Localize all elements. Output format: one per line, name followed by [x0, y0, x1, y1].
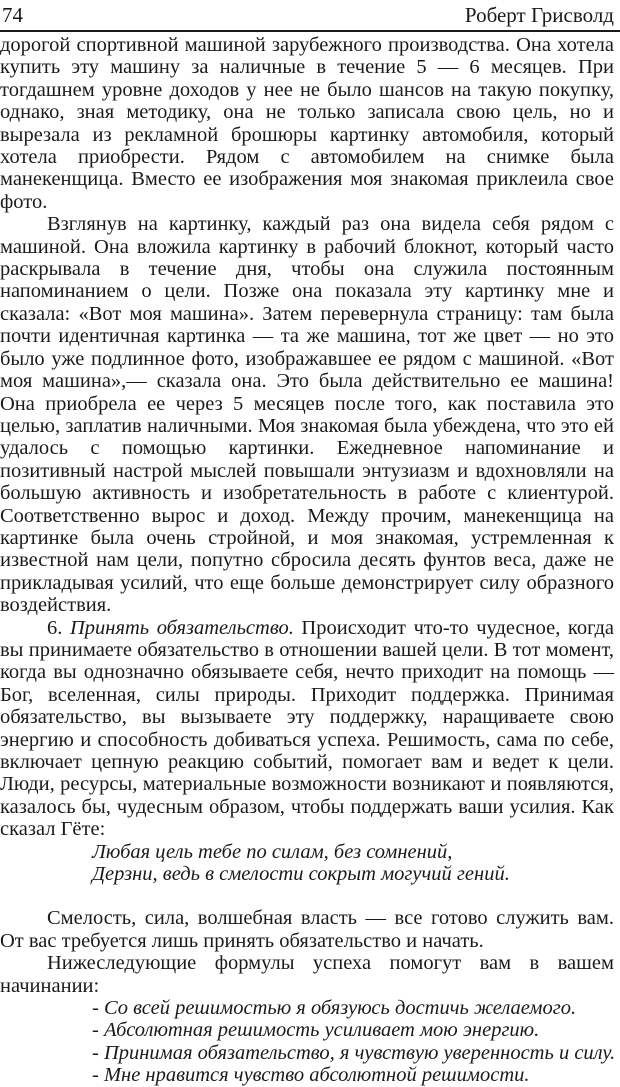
formula-item: - Принимая обязательство, я чувствую уверенность и силу. [92, 1041, 616, 1064]
goethe-quote [0, 841, 614, 886]
spacer [0, 885, 614, 907]
page-header [0, 0, 620, 30]
formula-item: - Со всей решимостью я обязуюсь достичь желаемого. [92, 997, 577, 1020]
paragraph-commitment [0, 617, 614, 841]
item-number: 6. [47, 616, 63, 639]
running-head-author: Роберт Грисволд [464, 3, 614, 27]
page-number: 74 [2, 3, 23, 27]
quote-line: Дерзни, ведь в смелости сокрыт могучий гений. [92, 863, 510, 886]
paragraph-car-purchase: дорогой спортивной машиной зарубежного производства. Она хотела купить эту машину за наличные в течение 5 — 6 месяцев. При тогдашнем уровне доходов у нее не было шансов на такую покупку, однако, зная методику, она не только записала свою цель, но и вырезала из рекламной брошюры картинку автомобиля, который хотела приобрести. Рядом с автомобилем на снимке была манекенщица. Вместо ее изображения моя знакомая приклеила свое фото. [0, 34, 614, 213]
paragraph-courage: Смелость, сила, волшебная власть — все готово служить вам. От вас требуется лишь принять обязательство и начать. [0, 907, 614, 952]
paragraph-picture-effect: Взглянув на картинку, каждый раз она видела себя рядом с машиной. Она вложила картинку в рабочий блокнот, который часто раскрывала в течение дня, чтобы она служила постоянным напоминанием о цели. Позже она показала эту картинку мне и сказала: «Вот моя машина». Затем перевернула страницу: там была почти идентичная картинка — та же машина, тот же цвет — но это было уже подлинное фото, изображавшее ее рядом с машиной. «Вот моя машина»,— сказала она. Это была действительно ее машина! Она приобрела ее через 5 месяцев после того, как поставила это целью, заплатив наличными. Моя знакомая была убеждена, что это ей удалось с помощью картинки. Ежедневное напоминание и позитивный настрой мыслей повышали энтузиазм и вдохновляли на большую активность и изобретательность в работе с клиентурой. Соответственно вырос и доход. Между прочим, манекенщица на картинке была очень стройной, и моя знакомая, устремленная к известной нам цели, попутно сбросила десять фунтов веса, даже не прикладывая усилий, что еще больше демонстрирует силу образного воздействия. [0, 213, 614, 617]
item-heading: Принять обязательство. [69, 616, 294, 639]
item-text: Происходит что-то чудесное, когда вы принимаете обязательство в отношении вашей цели. В тот момент, когда вы однозначно обязываете себя, нечто приходит на помощь — Бог, вселенная, силы природы. Приходит поддержка. Принимая обязательство, вы вызываете эту поддержку, наращиваете свою энергию и способность добиваться успеха. Решимость, сама по себе, включает цепную реакцию событий, помогает вам и ведет к цели. Люди, ресурсы, материальные возможности возникают и появляются, казалось бы, чудесным образом, чтобы поддержать ваши усилия. Как сказал Гёте: [0, 616, 614, 841]
header-rule [0, 30, 620, 32]
success-formulas-list [0, 997, 614, 1087]
formula-item: - Мне нравится чувство абсолютной решимости. [92, 1064, 530, 1087]
quote-line: Любая цель тебе по силам, без сомнений, [92, 840, 453, 863]
body-text [0, 34, 614, 1087]
formula-item: - Абсолютная решимость усиливает мою энергию. [92, 1019, 540, 1042]
paragraph-formulas-intro: Нижеследующие формулы успеха помогут вам в вашем начинании: [0, 952, 614, 997]
